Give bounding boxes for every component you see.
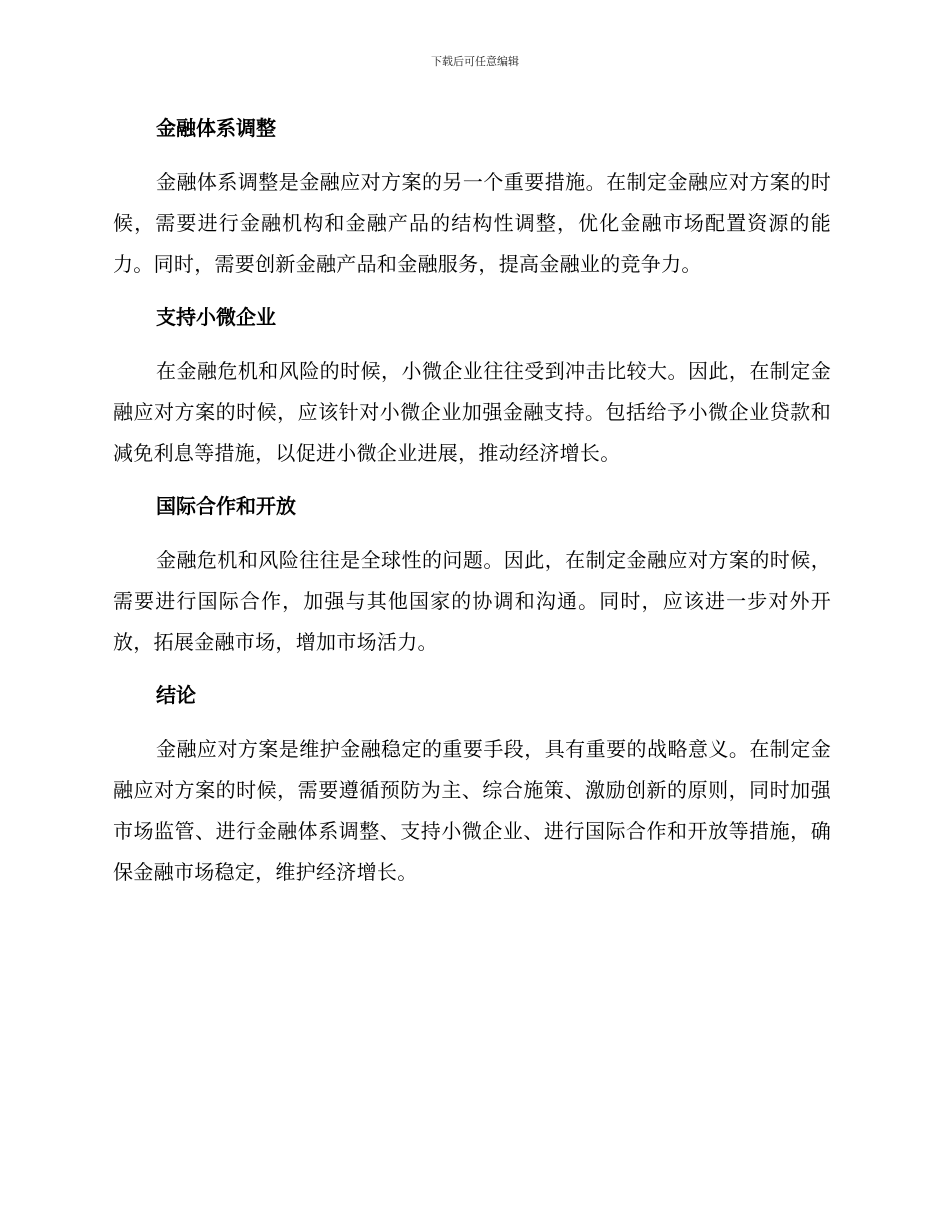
section-heading-international: 国际合作和开放 <box>156 494 296 518</box>
section-heading-conclusion: 结论 <box>156 683 196 707</box>
section-paragraph-international: 金融危机和风险往往是全球性的问题。因此，在制定金融应对方案的时候，需要进行国际合作，加强与其他国家的协调和沟通。同时，应该进一步对外开放，拓展金融市场，增加市场活力。 <box>113 548 831 654</box>
section-heading-financial-system: 金融体系调整 <box>156 116 276 140</box>
section-paragraph-conclusion: 金融应对方案是维护金融稳定的重要手段，具有重要的战略意义。在制定金融应对方案的时候，需要遵循预防为主、综合施策、激励创新的原则，同时加强市场监管、进行金融体系调整、支持小微企业、进行国际合作和开放等措施，确保金融市场稳定，维护经济增长。 <box>113 737 831 884</box>
document-body <box>113 108 831 905</box>
header-note: 下载后可任意编辑 <box>431 55 519 68</box>
section-heading-small-business: 支持小微企业 <box>156 305 276 329</box>
section-paragraph-small-business: 在金融危机和风险的时候，小微企业往往受到冲击比较大。因此，在制定金融应对方案的时候，应该针对小微企业加强金融支持。包括给予小微企业贷款和减免利息等措施，以促进小微企业进展，推动经济增长。 <box>113 359 831 465</box>
section-paragraph-financial-system: 金融体系调整是金融应对方案的另一个重要措施。在制定金融应对方案的时候，需要进行金融机构和金融产品的结构性调整，优化金融市场配置资源的能力。同时，需要创新金融产品和金融服务，提高金融业的竞争力。 <box>113 170 831 276</box>
